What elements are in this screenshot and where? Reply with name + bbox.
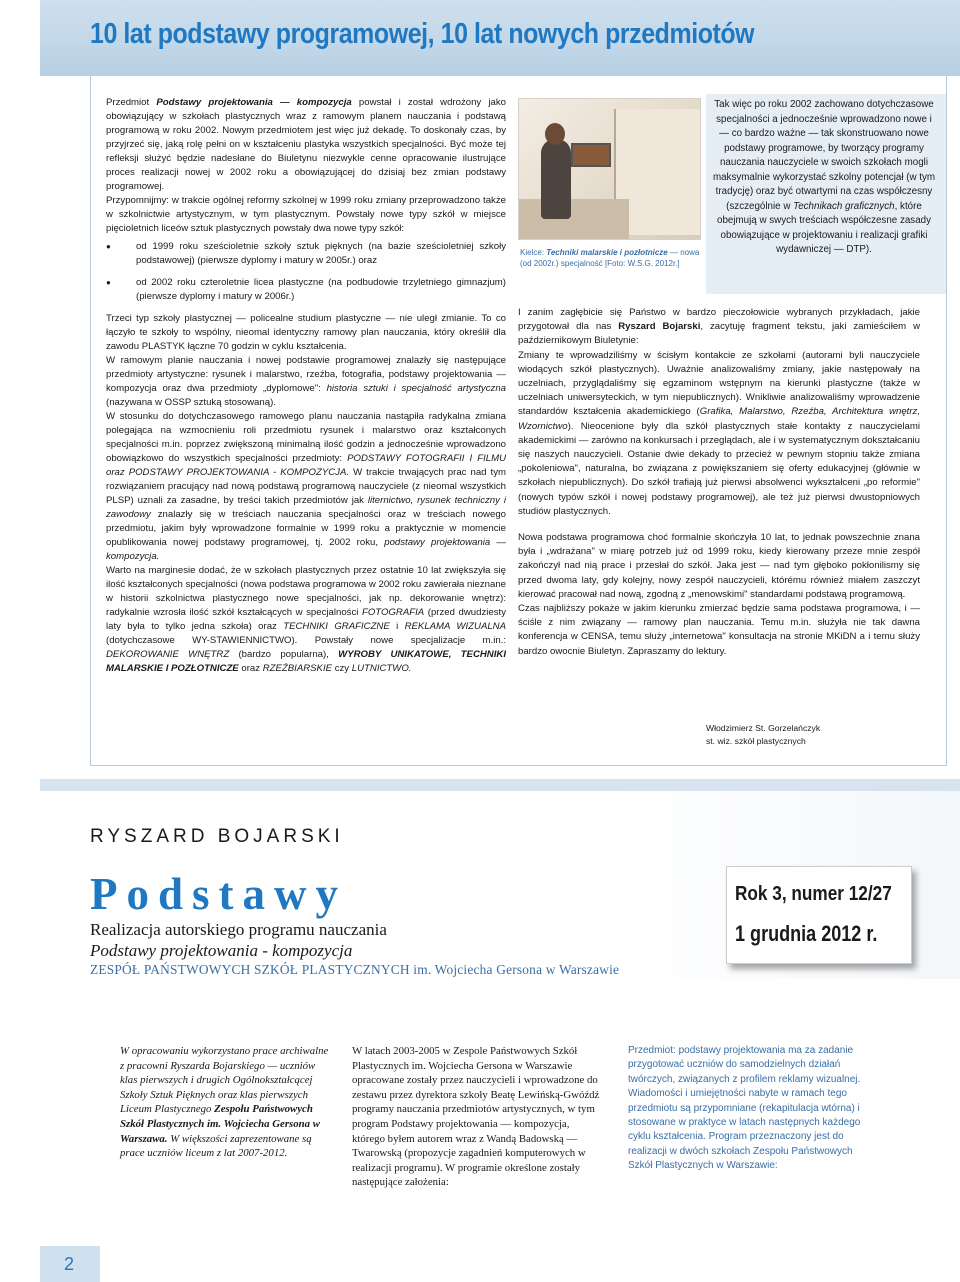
text-span: DEKOROWANIE WNĘTRZ (106, 649, 230, 660)
text-span: Technikach graficznych (793, 200, 895, 212)
text-span: FOTOGRAFIA (361, 607, 425, 618)
text-span: TECHNIKI GRAFICZNE (283, 621, 390, 632)
text-span: ). Nieocenione były dla szkół plastycznych stałe kontakty z nauczycielami akademickimi — zarówno na konkursach i przeglądach, ale i w systematycznym dokształcaniu się naszych nauczycieli. Ostanie dwie dekady to przecież w pewnym stopniu także zmiana „pokoleniowa", naturalna, bo związana z powiększaniem się oferty edukacyjnej (głównie w szkołach niepublicznych). Do szkół trafiają już pierwsi absolwenci wykształceni „po reformie" (nowych typów szkół i nowej podstawy programowej), ale też już pierwsi dwustopniowych studiów plastycznych. (518, 420, 920, 517)
text-span: Techniki malarskie i pozłotnicze (546, 248, 668, 257)
text-span: historia sztuki i specjalność artystyczna (326, 383, 506, 394)
text-span: znalazły się w treściach nauczania specjalności oraz w treściach nowego przedmiotu, jakim były wprowadzone formalnie w 1999 roku a praktycznie w momencie opublikowania nowej podstawy programowej, tj. 2002 roku, (106, 509, 506, 548)
signature-name: Włodzimierz St. Gorzelańczyk (706, 723, 821, 733)
text-span: Zmiany te wprowadziliśmy w ścisłym kontakcie ze szkołami (autorami byli nauczyciele wiodących szkół plastycznych). Uważnie analizowaliśmy zmiany, jakie następowały na uczelniach, przyglądaliśmy się egzaminom wstępnym na kierunki plastyczne (także w uczelniach uniwersyteckich, w tym niepublicznych). Wnikliwie analizowaliśmy wprowadzenie standardów kształcenia akademickiego ( (518, 349, 920, 418)
text-span: i (389, 621, 405, 632)
text-span: powstał i został wdrożony jako obowiązujący w szkołach plastycznych wraz z ramowym planem nauczania i podstawą programową w roku 2002. Nowym przedmiotem jest więc już dekadę. To doskonały czas, by przyjrzeć się, jaką rolę pełni on w kształceniu plastyka wszystkich specjalności. Być może tej refleksji służyć będzie nadesłane do Biuletynu niezwykle cenne opracowanie ilustrujące proces realizacji nowej w 2002 roku a obowiązującej do dzisiaj bez zmian podstawy programowej. (106, 97, 506, 192)
text-span: (nazywana w OSSP sztuką stosowaną). (106, 397, 276, 408)
issue-number: Rok 3, numer 12/27 (735, 883, 892, 905)
highlight-text (712, 98, 936, 258)
signature (706, 722, 820, 748)
text-span: Warto na marginesie dodać, że w szkołach plastycznych przez ostatnie 10 lat zwiększyła się ilość kształconych specjalności (nowa podstawa programowa w 2002 roku zawierała nieznane w historii szkolnictwa plastycznego nowe specjalności, jak np. dekorowanie wnętrz): radykalnie wzrosła ilość szkół kształcących w specjalności (106, 565, 506, 618)
text-span: PODSTAWY FOTOGRAFII I FILMU oraz PODSTAWY PROJEKTOWANIA - KOMPOZYCJA. (106, 453, 506, 478)
student-head (545, 123, 565, 145)
school-types-list (106, 240, 506, 304)
bottom-column-2: W latach 2003-2005 w Zespole Państwowych Szkół Plastycznych im. Wojciecha Gersona w Warszawie opracowane zostały przez nauczycieli i wprowadzone do zestawu przez dyrektora szkoły Beatę Lewińską-Gwóźdź programy nauczania przedmiotów artystycznych, w tym program Podstawy projektowania — kompozycja, którego byłem autorem wraz z Wandą Badowską — Twarowską (propozycje zagadnień komputerowych w realizacji programu). W programie określone zostały następujące założenia: (352, 1045, 600, 1189)
mid-paragraph-1 (518, 306, 920, 349)
text-span: liternictwo, rysunek techniczny i zawodowy (106, 495, 506, 520)
left-paragraph-2: Przypomnijmy: w trakcie ogólnej reformy szkolnej w 1999 roku zmiany przeprowadzono także w szkolnictwie artystycznym, w tym plastycznym. Powstały nowe typy szkół w miejsce pięcioletnich liceów sztuk plastycznych powstały dwa nowe typy szkół: (106, 195, 506, 234)
left-paragraph-6 (106, 564, 506, 676)
monitor-shape (571, 143, 611, 167)
text-span: , które obejmują w swych treściach współczesne zasady obowiązujące w projektowaniu i realizacji grafiki wydawniczej — DTP). (717, 200, 931, 255)
mid-paragraph-2 (518, 349, 920, 519)
text-span: I zanim zagłębicie się Państwo w bardzo pieczołowicie wybranych przykładach, jakie przygotował dla nas (518, 307, 920, 333)
masthead-author: RYSZARD BOJARSKI (90, 826, 344, 847)
text-span: Grafika, Malarstwo, Rzeźba, Architektura wnętrz, Wzornictwo (518, 406, 920, 432)
text-span: Zespołu Państwowych Szkół Plastycznych im. Wojciecha Gersona w Warszawa. (120, 1103, 320, 1145)
masthead-title: Podstawy (90, 869, 348, 919)
text-span: W opracowaniu wykorzystano prace archiwalne z pracowni Ryszarda Bojarskiego — uczniów klas pierwszych i drugich Ogólnokształcącej Szkoły Sztuk Pięknych oraz klas pierwszych Liceum Plastycznego (120, 1045, 329, 1116)
text-span: W trakcie trwających prac nad tym rozwiązaniem pracujący nad nową podstawą programową nauczyciele (z nieomal wszystkich PLSP) uznali za zasadne, by treści takich przedmiotów jak (106, 467, 506, 506)
author-name: Ryszard Bojarski (618, 321, 701, 333)
text-span: W większości zaprezentowane są prace uczniów liceum z lat 2007-2012. (120, 1132, 312, 1160)
text-span: REKLAMA WIZUALNA (404, 621, 507, 632)
left-paragraph-5 (106, 410, 506, 564)
list-item: ● od 1999 roku sześcioletnie szkoły sztuk pięknych (na bazie sześcioletniej szkoły podstawowej) (pierwsze dyplomy i matury w 2005r.) oraz (106, 240, 506, 268)
bottom-column-3: Przedmiot: podstawy projektowania ma za zadanie przygotować uczniów do samodzielnych działań twórczych, związanych z profilem reklamy wizualnej. Wiadomości i umiejętności nabyte w ramach tego przedmiotu są przypomniane (rekapitulacja wtórna) i stosowane w praktyce w latach następnych każdego cyklu kształcenia. Program przeznaczony jest do realizacji w dwóch szkołach Zespołu Państwowych Szkół Plastycznych w Warszawie: (628, 1045, 861, 1172)
highlight-box (706, 94, 946, 294)
masthead-subtitle-2: Podstawy projektowania - kompozycja (90, 941, 353, 960)
text-span: (bardzo popularna), (229, 649, 339, 660)
photo-caption (520, 247, 705, 269)
masthead-subtitle-3: ZESPÓŁ PAŃSTWOWYCH SZKÓŁ PLASTYCZNYCH im. Wojciecha Gersona w Warszawie (90, 962, 620, 977)
masthead-subtitle-1: Realizacja autorskiego programu nauczania (90, 920, 387, 939)
issue-date: 1 grudnia 2012 r. (735, 921, 878, 946)
left-paragraph-4 (106, 354, 506, 410)
page-title: 10 lat podstawy programowej, 10 lat nowych przedmiotów (90, 18, 755, 50)
text-span: LUTNICTWO. (351, 663, 412, 674)
list-item: ● od 2002 roku czteroletnie licea plastyczne (na podbudowie trzyletniego gimnazjum) (pierwsze dyplomy i matury w 2006r.) (106, 276, 506, 304)
text-span: podstawy projektowania — kompozycja. (106, 537, 507, 562)
spacer (518, 519, 920, 531)
text-span: Kielce: (520, 248, 547, 257)
mid-paragraph-4: Czas najbliższy pokaże w jakim kierunku zmierzać będzie sama podstawa programowa, i — ściśle z nim związany — ramowy plan nauczania. Temu m.in. służyła nie tak dawna konferencja w CENSA, temu służy „internetowa" konsultacja na stronie MKiDN a i temu służy bardzo owocnie Biuletyn. Zapraszamy do lektury. (518, 603, 920, 657)
bottom-column-1 (120, 1044, 332, 1161)
text-span: oraz (238, 663, 263, 674)
text-span: , zacytuję fragment tekstu, jaki zamieściłem w październikowym Biuletynie: (518, 321, 921, 347)
left-column (106, 96, 506, 676)
middle-column (518, 306, 920, 659)
signature-role: st. wiz. szkół plastycznych (706, 736, 806, 746)
mid-paragraph-3: Nowa podstawa programowa choć formalnie skończyła 10 lat, to jednak powszechnie znana była i „wdrażana" w miarę potrzeb już od 1999 roku, kiedy kierowany przeze mnie zespół zakończył nad nią prace i przesłał do szkół. Jaka jest — nad tym głęboko pokłonilismy się przed dwoma laty, gdy kolejny, nowy zespół nauczycieli, którému również miałem zaszczyt kierować pracował nad nową, zgodną z „menowskimi" standardami podstawą programową. (518, 532, 920, 600)
table-shape (519, 199, 629, 240)
classroom-photo (518, 98, 701, 240)
subject-name: Podstawy projektowania — kompozycja (156, 97, 352, 108)
text-span: (przed dwudziesty laty była to tylko jedna szkoła) oraz (106, 607, 506, 632)
text-span: Przedmiot (106, 97, 157, 108)
text-span: WYROBY UNIKATOWE, TECHNIKI MALARSKIE I POZŁOTNICZE (106, 649, 506, 674)
page-number: 2 (40, 1246, 100, 1282)
text-span: Tak więc po roku 2002 zachowano dotychczasowe specjalności a jednocześnie wprowadzono nowe i — co bardzo ważne — tak skonstruowano nowe podstawy programowe, by tworzący programy nauczania nauczyciele w swoich szkołach mogli maksymalnie wykorzystać szkolny potencjał (w tym tradycję) oraz być otwartymi na czas współczesny (szczególnie w (712, 99, 936, 212)
text-span: (dotychczasowe WY-STAWIENNICTWO). Powstały nowe specjalizacje m.in.: (106, 635, 506, 646)
text-span: czy (332, 663, 352, 674)
text-span: W ramowym planie nauczania i nowej podstawie programowej znalazły się następujące przedmioty artystyczne: rysunek i malarstwo, rzeźba, fotografia, podstawy projektowania — kompozycja oraz dwa przedmioty „dyplomowe": (106, 355, 506, 394)
left-paragraph-3: Trzeci typ szkoły plastycznej — policealne studium plastyczne — nie uległ zmianie. To co łączyło te szkoły to wspólny, nieomal identyczny ramowy plan nauczania, który określił dla zawodu PLASTYK łączne 70 godzin w cyklu kształcenia. (106, 313, 506, 352)
text-span: W stosunku do dotychczasowego ramowego planu nauczania nastąpiła radykalna zmiana polegająca na wzmocnieniu roli przedmiotu rysunek i malarstwo oraz kształconych specjalności m.in. poprzez zwiększoną minimalną ilość godzin a jednocześnie wprowadzono obowiązkowo do wszystkich specjalności przedmioty: (106, 411, 506, 464)
student-figure (541, 139, 571, 219)
issue-box (726, 866, 912, 964)
text-span: RZEŹBIARSKIE (262, 663, 333, 674)
text-span: — nowa (od 2002r.) specjalność [Foto: W.S.G. 2012r.] (520, 248, 700, 268)
left-paragraph-1 (106, 96, 506, 194)
